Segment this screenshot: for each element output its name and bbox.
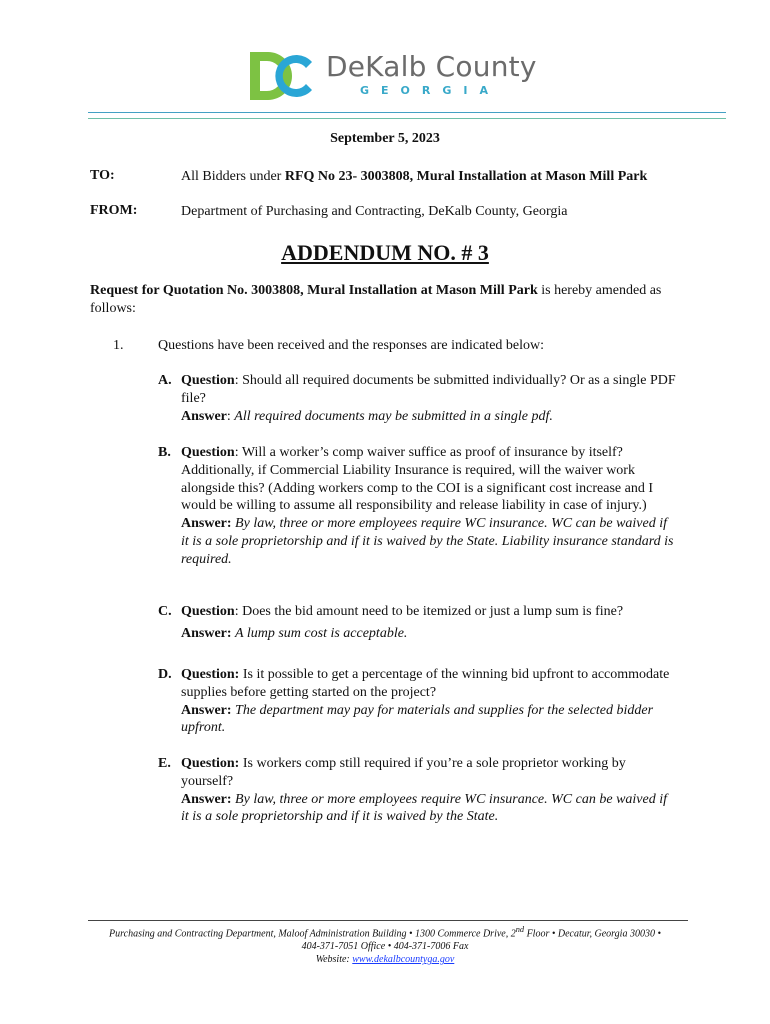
qa-item-e	[158, 755, 678, 826]
answer-label: Answer:	[181, 702, 232, 718]
to-prefix: All Bidders under	[181, 169, 285, 184]
footer-address-sup: nd	[515, 925, 525, 934]
from-label: FROM:	[90, 203, 138, 218]
from-value: Department of Purchasing and Contracting, DeKalb County, Georgia	[181, 204, 568, 219]
to-label: TO:	[90, 168, 115, 183]
answer-label: Answer:	[181, 516, 232, 532]
dc-logo-mark-icon	[248, 48, 320, 104]
item-text: Questions have been received and the responses are indicated below:	[158, 338, 545, 353]
qa-letter: C.	[158, 604, 172, 619]
header-rule-blue	[88, 112, 726, 113]
answer-text: All required documents may be submitted in a single pdf.	[234, 408, 553, 424]
footer-website	[0, 953, 770, 966]
intro-rest: is hereby amended as follows:	[90, 283, 662, 316]
question-sep: :	[234, 373, 243, 388]
footer-rule	[88, 920, 688, 921]
header-rule-green	[88, 118, 726, 119]
qa-item-a	[158, 372, 678, 425]
answer-label: Answer:	[181, 791, 232, 807]
logo-county-name: DeKalb County	[326, 50, 537, 83]
footer	[0, 923, 770, 966]
question-sep: :	[234, 445, 242, 460]
dekalb-county-logo	[248, 48, 537, 104]
answer-text: By law, three or more employees require WC insurance. WC can be waived if it is a sole proprietorship and if it is waived by the State. Liability insurance standard is required.	[181, 516, 674, 567]
qa-letter: E.	[158, 756, 171, 771]
to-rfq: RFQ No 23- 3003808, Mural Installation at Mason Mill Park	[284, 169, 648, 184]
answer-label: Answer:	[181, 625, 232, 641]
answer-sep: :	[226, 408, 235, 424]
question-text: Does the bid amount need to be itemized or just a lump sum is fine?	[242, 604, 624, 619]
qa-letter: A.	[158, 373, 172, 388]
qa-item-d	[158, 666, 678, 737]
question-text: Is workers comp still required if you’re a sole proprietor working by yourself?	[181, 756, 626, 789]
qa-letter: D.	[158, 667, 172, 682]
question-sep: :	[234, 604, 243, 619]
footer-address	[0, 923, 770, 940]
answer-text: The department may pay for materials and supplies for the selected bidder upfront.	[181, 702, 654, 736]
qa-item-c	[158, 603, 678, 643]
addendum-title: ADDENDUM NO. # 3	[281, 240, 489, 265]
question-text: Should all required documents be submitted individually? Or as a single PDF file?	[181, 373, 676, 406]
footer-address-b: Floor • Decatur, Georgia 30030 •	[524, 928, 661, 940]
answer-text: By law, three or more employees require WC insurance. WC can be waived if it is a sole proprietorship and if it is waived by the State.	[181, 791, 668, 825]
footer-address-a: Purchasing and Contracting Department, Maloof Administration Building • 1300 Commerce Drive, 2	[109, 928, 516, 940]
answer-text: A lump sum cost is acceptable.	[235, 625, 408, 641]
to-value	[181, 168, 681, 185]
question-label: Question	[181, 373, 235, 388]
document-date: September 5, 2023	[330, 131, 440, 146]
question-label: Question	[181, 445, 235, 460]
logo-state-name: GEORGIA	[360, 84, 500, 97]
intro-rfq: Request for Quotation No. 3003808, Mural Installation at Mason Mill Park	[90, 283, 538, 298]
item-number: 1.	[113, 338, 124, 353]
footer-website-label: Website:	[315, 954, 353, 966]
question-text: Will a worker’s comp waiver suffice as proof of insurance by itself? Additionally, if Commercial Liability Insurance is required, will the waiver work alongside this? (Adding workers comp to the COI is a significant cost increase and I would be willing to assume all responsibility and release liability in case of injury.)	[181, 445, 653, 514]
qa-letter: B.	[158, 445, 171, 460]
question-text: Is it possible to get a percentage of the winning bid upfront to accommodate supplies before getting started on the project?	[181, 667, 670, 700]
qa-item-b	[158, 444, 678, 569]
footer-phone: 404-371-7051 Office • 404-371-7006 Fax	[301, 941, 469, 953]
question-label: Question:	[181, 756, 240, 771]
question-label: Question	[181, 604, 235, 619]
intro-paragraph	[90, 282, 690, 318]
question-label: Question:	[181, 667, 240, 682]
answer-label: Answer	[181, 408, 227, 424]
website-link[interactable]: www.dekalbcountyga.gov	[352, 954, 455, 966]
